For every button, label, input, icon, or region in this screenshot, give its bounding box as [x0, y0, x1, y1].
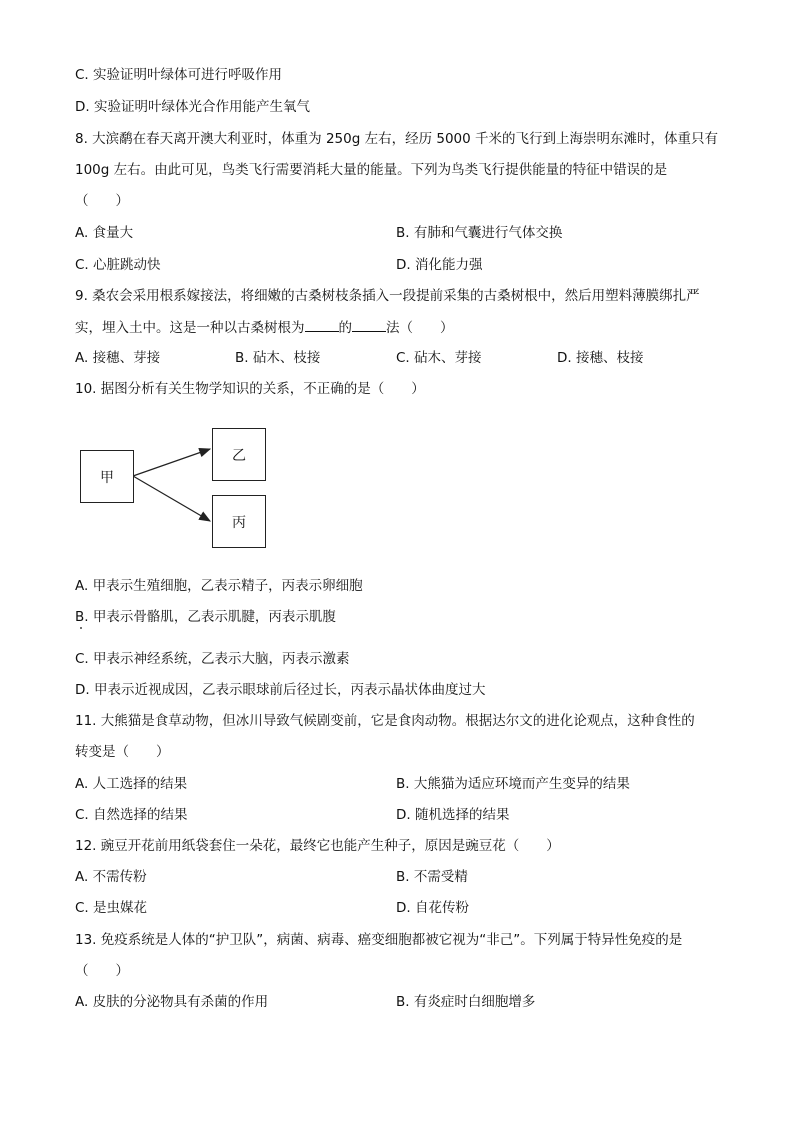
- q9-stem-part3: 法（ ）: [386, 320, 454, 336]
- box-yi: 乙: [212, 428, 266, 481]
- q13-option-b: B. 有炎症时白细胞增多: [396, 994, 536, 1010]
- q10-stem: 10. 据图分析有关生物学知识的关系，不正确的是（ ）: [75, 381, 425, 397]
- q10-option-a: A. 甲表示生殖细胞，乙表示精子，丙表示卵细胞: [75, 578, 363, 594]
- q12-option-d: D. 自花传粉: [396, 900, 469, 916]
- q9-stem-part2: 的: [338, 320, 352, 336]
- stray-dot: [80, 627, 82, 629]
- q9-option-b: B. 砧木、枝接: [235, 350, 321, 366]
- q11-option-a: A. 人工选择的结果: [75, 776, 188, 792]
- q7-option-d: D. 实验证明叶绿体光合作用能产生氧气: [75, 99, 310, 115]
- arrow-to-bing: [133, 476, 210, 521]
- q11-option-d: D. 随机选择的结果: [396, 807, 510, 823]
- q13-answer-paren: （ ）: [75, 963, 129, 979]
- q7-option-c: C. 实验证明叶绿体可进行呼吸作用: [75, 67, 283, 83]
- q8-answer-paren: （ ）: [75, 193, 129, 209]
- q13-option-a: A. 皮肤的分泌物具有杀菌的作用: [75, 994, 269, 1010]
- q8-option-d: D. 消化能力强: [396, 257, 483, 273]
- q8-option-a: A. 食量大: [75, 225, 134, 241]
- q9-stem-line1: 9. 桑农会采用根系嫁接法，将细嫩的古桑树枝条插入一段提前采集的古桑树根中，然后用塑料薄膜绑扎严: [75, 288, 700, 304]
- q9-option-c: C. 砧木、芽接: [396, 350, 482, 366]
- q10-option-d: D. 甲表示近视成因，乙表示眼球前后径过长，丙表示晶状体曲度过大: [75, 682, 486, 698]
- q10-option-c: C. 甲表示神经系统，乙表示大脑，丙表示激素: [75, 651, 350, 667]
- q8-option-c: C. 心脏跳动快: [75, 257, 161, 273]
- box-bing: 丙: [212, 495, 266, 548]
- q11-option-c: C. 自然选择的结果: [75, 807, 188, 823]
- q8-option-b: B. 有肺和气囊进行气体交换: [396, 225, 563, 241]
- q8-stem-line1: 8. 大滨鹬在春天离开澳大利亚时，体重为 250g 左右，经历 5000 千米的飞行到上海崇明东滩时，体重只有: [75, 131, 719, 147]
- q9-option-a: A. 接穗、芽接: [75, 350, 161, 366]
- q9-stem-part1: 实，埋入土中。这是一种以古桑树根为: [75, 320, 305, 336]
- arrow-to-yi: [133, 449, 210, 476]
- q12-option-a: A. 不需传粉: [75, 869, 147, 885]
- q11-option-b: B. 大熊猫为适应环境而产生变异的结果: [396, 776, 630, 792]
- q11-stem-line2: 转变是（ ）: [75, 744, 170, 760]
- q11-stem-line1: 11. 大熊猫是食草动物，但冰川导致气候剧变前，它是食肉动物。根据达尔文的进化论观点，这种食性的: [75, 713, 695, 729]
- q9-option-d: D. 接穗、枝接: [557, 350, 644, 366]
- q10-option-b: B. 甲表示骨骼肌，乙表示肌腱，丙表示肌腹: [75, 609, 336, 625]
- q13-stem-line1: 13. 免疫系统是人体的“护卫队”，病菌、病毒、癌变细胞都被它视为“非己”。下列属于特异性免疫的是: [75, 932, 683, 948]
- q12-option-c: C. 是虫媒花: [75, 900, 148, 916]
- q12-stem: 12. 豌豆开花前用纸袋套住一朵花，最终它也能产生种子，原因是豌豆花（ ）: [75, 838, 560, 854]
- q12-option-b: B. 不需受精: [396, 869, 468, 885]
- box-jia: 甲: [80, 450, 134, 503]
- q8-stem-line2: 100g 左右。由此可见，鸟类飞行需要消耗大量的能量。下列为鸟类飞行提供能量的特征中错误的是: [75, 162, 668, 178]
